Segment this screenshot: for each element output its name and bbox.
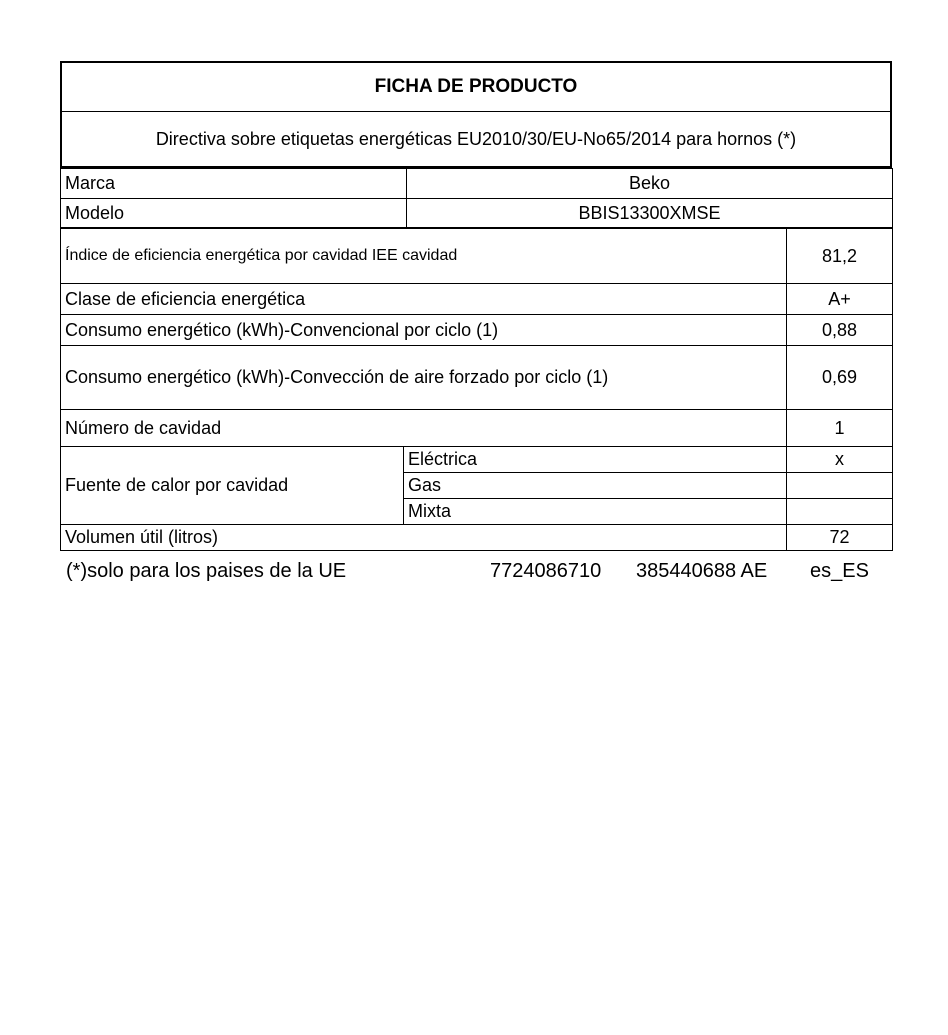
heat-option-mixed: Mixta: [404, 499, 787, 525]
sheet-header: [60, 61, 892, 168]
heat-option-gas-value: [787, 473, 893, 499]
table-row: [61, 447, 893, 473]
table-row: [61, 229, 893, 284]
table-row: [61, 346, 893, 410]
brand-label: Marca: [61, 169, 407, 199]
cavities-value: 1: [787, 410, 893, 447]
forced-value: 0,69: [787, 346, 893, 410]
sheet-title: FICHA DE PRODUCTO: [62, 63, 890, 112]
table-row: [61, 284, 893, 315]
heat-option-electric: Eléctrica: [404, 447, 787, 473]
directive-text: Directiva sobre etiquetas energéticas EU2010/30/EU-No65/2014 para hornos (*): [155, 128, 797, 149]
table-row: [61, 410, 893, 447]
specs-table: [60, 228, 893, 551]
conv-label: Consumo energético (kWh)-Convencional por ciclo (1): [61, 315, 787, 346]
class-value: A+: [787, 284, 893, 315]
forced-label: Consumo energético (kWh)-Convección de aire forzado por ciclo (1): [61, 346, 787, 410]
footer-note: (*)solo para los paises de la UE: [66, 560, 347, 582]
model-label: Modelo: [61, 199, 407, 228]
footer-locale: es_ES: [810, 560, 869, 582]
iee-value: 81,2: [787, 229, 893, 284]
cavities-label: Número de cavidad: [61, 410, 787, 447]
brand-model-table: [60, 168, 893, 228]
iee-label: Índice de eficiencia energética por cavidad IEE cavidad: [61, 229, 787, 284]
heat-option-electric-value: x: [787, 447, 893, 473]
table-row: [61, 315, 893, 346]
model-row: [61, 199, 893, 228]
table-row: [61, 525, 893, 551]
brand-value: Beko: [407, 169, 893, 199]
conv-value: 0,88: [787, 315, 893, 346]
brand-row: [61, 169, 893, 199]
volume-value: 72: [787, 525, 893, 551]
class-label: Clase de eficiencia energética: [61, 284, 787, 315]
volume-label: Volumen útil (litros): [61, 525, 787, 551]
footer-code-2: 385440688 AE: [636, 560, 768, 582]
heat-option-gas: Gas: [404, 473, 787, 499]
heat-source-label: Fuente de calor por cavidad: [61, 447, 404, 525]
heat-option-mixed-value: [787, 499, 893, 525]
product-sheet: [60, 61, 892, 551]
footer-code-1: 7724086710: [490, 560, 602, 582]
model-value: BBIS13300XMSE: [407, 199, 893, 228]
